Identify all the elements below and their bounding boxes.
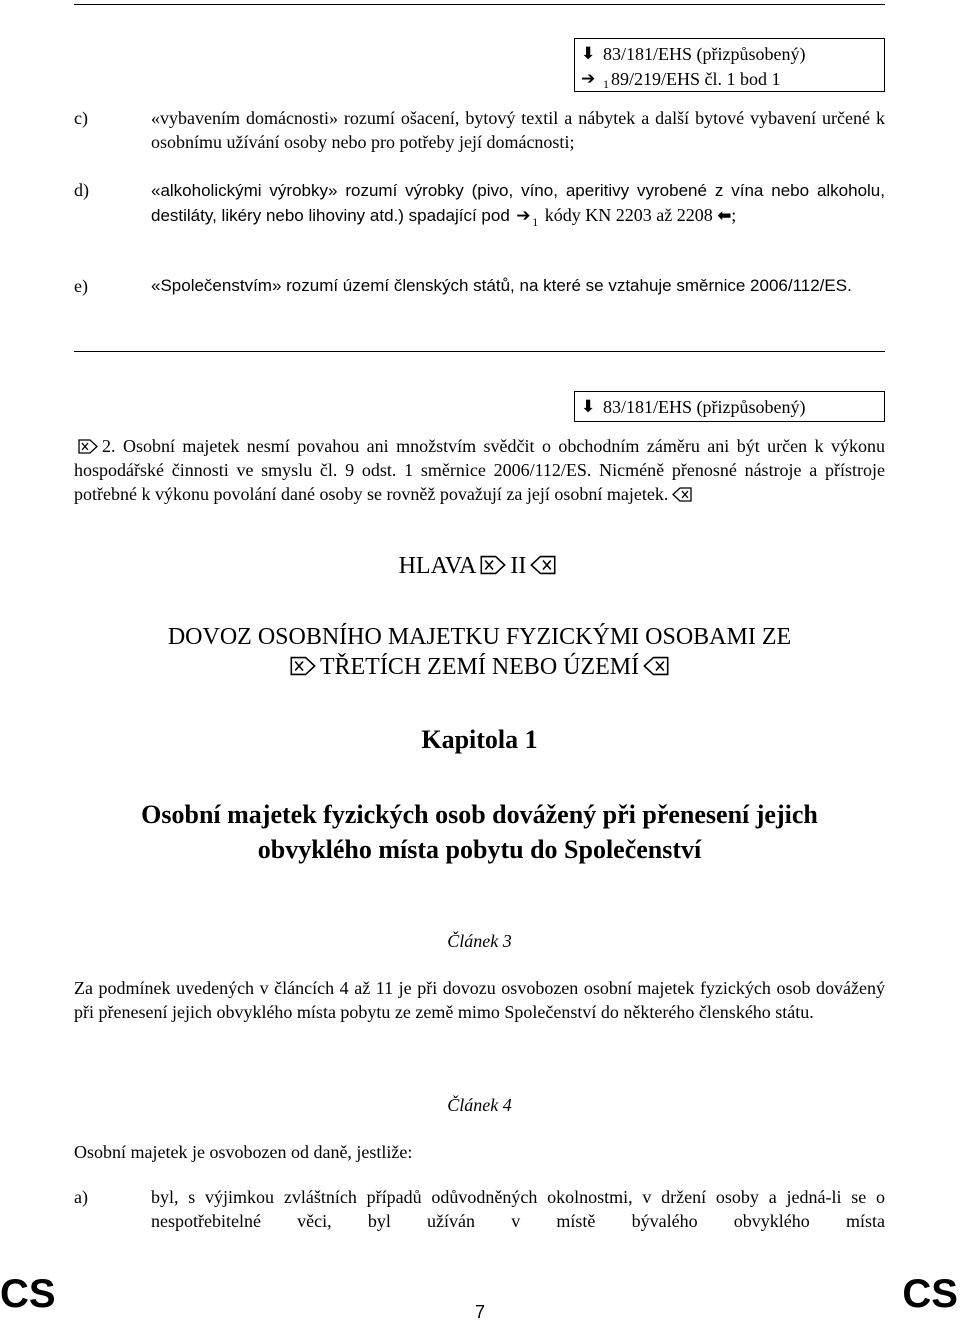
item-text: «vybavením domácnosti» rozumí ošacení, bytový textil a nábytek a další bytové vybavení určené k osobnímu užívání osoby nebo pro potřeby její domácnosti; <box>151 108 885 152</box>
article-3-heading: Článek 3 <box>447 931 512 951</box>
article-4-heading: Článek 4 <box>447 1095 512 1115</box>
article-4-item-a <box>74 1185 885 1233</box>
page-number: 7 <box>474 1302 485 1322</box>
section-rule <box>74 351 885 352</box>
reference-box-top <box>574 38 885 92</box>
deletion-end-icon <box>672 487 692 502</box>
subtitle-line-1: Osobní majetek fyzických osob dovážený při přenesení jejich <box>141 800 818 829</box>
title-line-1: DOVOZ OSOBNÍHO MAJETKU FYZICKÝMI OSOBAMI ZE <box>167 624 792 650</box>
article-4-intro: Osobní majetek je osvobozen od daně, jestliže: <box>74 1142 413 1162</box>
footer-language-right: CS <box>902 1272 958 1316</box>
list-item-c <box>74 106 885 154</box>
item-text: «Společenstvím» rozumí území členských států, na které se vztahuje směrnice 2006/112/ES. <box>151 276 852 295</box>
deletion-end-icon <box>530 555 556 575</box>
item-label: d) <box>74 180 89 200</box>
reference-box-middle <box>574 391 885 422</box>
arrow-left-icon: ⬅ <box>717 206 732 226</box>
deletion-end-icon <box>643 656 669 676</box>
item-label: a) <box>74 1187 88 1207</box>
footer-language-left: CS <box>0 1272 56 1316</box>
hlava-word: HLAVA <box>398 553 477 579</box>
item-text-part3: ; <box>731 205 737 225</box>
list-item-d <box>74 178 885 229</box>
deletion-start-icon <box>480 555 506 575</box>
paragraph-2-text: 2. Osobní majetek nesmí povahou ani množstvím svědčit o obchodním záměru ani být určen k výkonu hospodářské činnosti ve smyslu čl. 9 odst. 1 směrnice 2006/112/ES. Nicméně přenosné nástroje a přístroje potřebné k výkonu povolání dané osoby se rovněž považují za její osobní majetek. <box>74 436 885 504</box>
item-label: c) <box>74 108 88 128</box>
arrow-right-icon: ➔ <box>581 68 596 89</box>
top-rule <box>74 4 885 5</box>
item-text-part1: «alkoholickými výrobky» rozumí výrobky (pivo, víno, aperitivy vyrobené z vína nebo alkoholu, destiláty, likéry nebo lihoviny atd.) spadající pod <box>151 181 885 225</box>
paragraph-2 <box>74 434 885 506</box>
subtitle-line-2: obvyklého místa pobytu do Společenství <box>257 835 702 864</box>
deletion-start-icon <box>290 656 316 676</box>
ref-line-1: 83/181/EHS (přizpůsobený) <box>603 396 806 417</box>
ref-line-1: 83/181/EHS (přizpůsobený) <box>603 43 806 64</box>
title-line-2 <box>74 652 885 682</box>
list-item-e <box>74 274 885 298</box>
hlava-number: II <box>510 553 527 579</box>
arrow-right-icon: ➔ <box>516 206 531 226</box>
title-line-2-text: TŘETÍCH ZEMÍ NEBO ÚZEMÍ <box>319 654 640 680</box>
arrow-down-icon: ⬇ <box>581 396 596 417</box>
deletion-start-icon <box>78 439 98 454</box>
item-subscript: 1 <box>532 215 539 229</box>
ref-subscript: 1 <box>603 76 609 91</box>
item-text: byl, s výjimkou zvláštních případů odůvodněných okolnostmi, v držení osoby a jedná-li se o nespotřebitelné věci, byl užíván v místě bývalého obvyklého místa <box>151 1187 885 1231</box>
chapter-heading: Kapitola 1 <box>421 725 538 754</box>
hlava-heading <box>74 551 885 581</box>
item-text-part2: kódy KN 2203 až 2208 <box>544 205 713 225</box>
arrow-down-icon: ⬇ <box>581 43 596 64</box>
article-3-text: Za podmínek uvedených v článcích 4 až 11 je při dovozu osvobozen osobní majetek fyzických osob dovážený při přenesení jejich obvyklého místa pobytu ze země mimo Společenství do některého členského státu. <box>74 978 885 1022</box>
ref-line-2: 89/219/EHS čl. 1 bod 1 <box>611 68 781 89</box>
item-label: e) <box>74 276 88 296</box>
